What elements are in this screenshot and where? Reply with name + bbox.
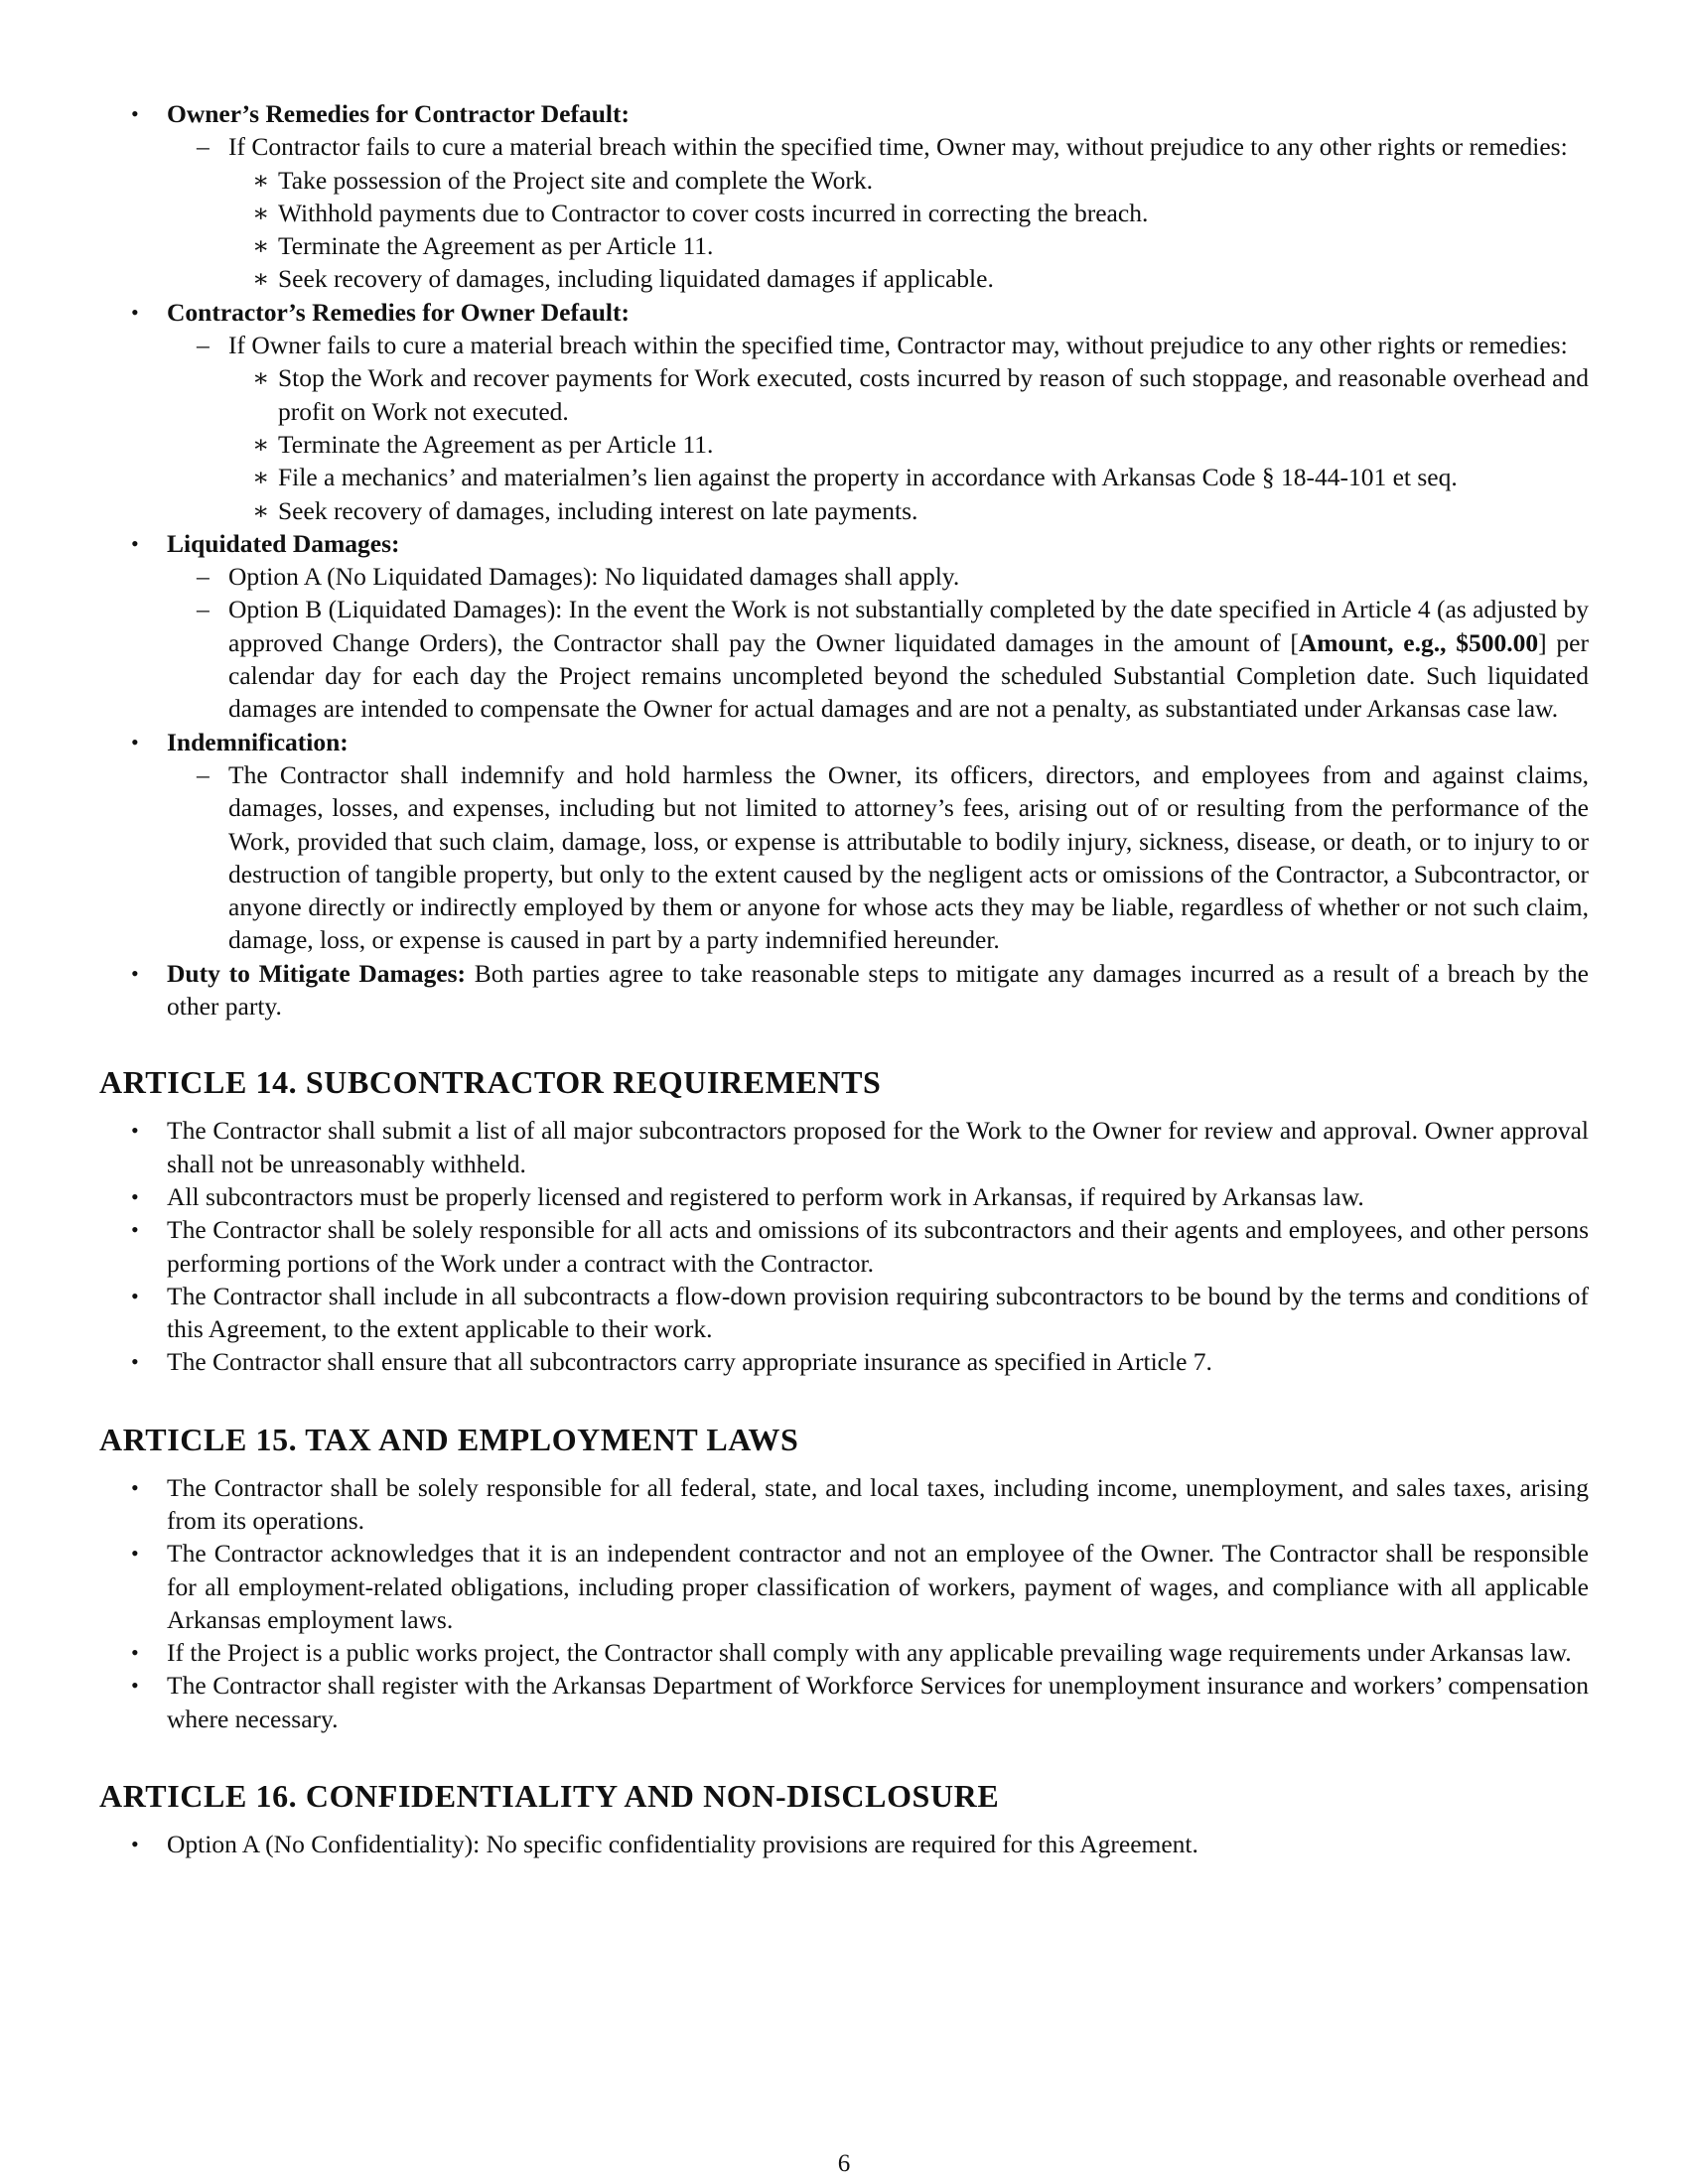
mitigate-item — [99, 957, 1589, 1024]
list-item — [99, 1280, 1589, 1346]
article-14-heading: ARTICLE 14. SUBCONTRACTOR REQUIREMENTS — [99, 1064, 882, 1101]
list-item — [99, 1636, 1589, 1669]
option-b-text-pre: Option B (Liquidated Damages): In the event the Work is not substantially completed by the date specified in Article 4 (as adjusted by approved Change Orders), the Contractor shall pay the Owner liquidated damages in the amount of [ — [228, 595, 1589, 657]
owner-remedies-actions — [228, 164, 1589, 296]
option-b-amount-placeholder: Amount, e.g., $500.00 — [1298, 627, 1539, 657]
list-item-text: The Contractor shall submit a list of all major subcontractors proposed for the Work to the Owner for review and approval. Owner approval shall not be unreasonably withheld. — [167, 1116, 1589, 1178]
article-15-heading: ARTICLE 15. TAX AND EMPLOYMENT LAWS — [99, 1421, 799, 1457]
list-item — [99, 1537, 1589, 1636]
article-15-list — [99, 1471, 1589, 1735]
dash-icon: – — [197, 595, 210, 624]
dash-icon: – — [197, 562, 210, 592]
list-item — [228, 361, 1589, 428]
list-item-text: If the Project is a public works project, the Contractor shall comply with any applicable prevailing wage requirements under Arkansas law. — [167, 1638, 1572, 1668]
owner-remedies-title: Owner’s Remedies for Contractor Default: — [167, 99, 630, 128]
contractor-remedies-sublist — [167, 329, 1589, 527]
list-item — [228, 197, 1589, 229]
dash-icon: – — [197, 759, 210, 789]
dash-icon: – — [197, 132, 210, 162]
indemnification-title: Indemnification: — [167, 727, 349, 756]
list-item — [228, 164, 1589, 197]
bullet-icon: • — [131, 1183, 139, 1209]
asterisk-icon: ∗ — [252, 463, 270, 492]
dash-icon: – — [197, 331, 210, 360]
contractor-remedies-intro-item — [167, 329, 1589, 527]
list-item — [99, 1471, 1589, 1538]
owner-remedies-item — [99, 97, 1589, 296]
article-14-list — [99, 1114, 1589, 1378]
asterisk-icon: ∗ — [252, 363, 270, 393]
list-item — [228, 262, 1589, 295]
bullet-icon: • — [131, 960, 139, 986]
bullet-icon: • — [131, 729, 139, 754]
asterisk-icon: ∗ — [252, 165, 270, 195]
remedies-list — [99, 97, 1589, 1023]
bullet-icon: • — [131, 299, 139, 325]
bullet-icon: • — [131, 530, 139, 556]
list-item-text: Option A (No Confidentiality): No specific confidentiality provisions are required for this Agreement. — [167, 1830, 1198, 1859]
indemnification-text: The Contractor shall indemnify and hold harmless the Owner, its officers, directors, and employees from and against claims, damages, losses, and expenses, including but not limited to attorney’s fees, arising out of or resulting from the performance of the Work, provided that such claim, damage, loss, or expense is attributable to bodily injury, sickness, disease, or death, or to injury to or destruction of tangible property, but only to the extent caused by the negligent acts or omissions of the Contractor, a Subcontractor, or anyone directly or indirectly employed by them or anyone for whose acts they may be liable, regardless of whether or not such claim, damage, loss, or expense is caused in part by a party indemnified hereunder. — [228, 759, 1589, 955]
list-item-text: Withhold payments due to Contractor to cover costs incurred in correcting the breach. — [278, 198, 1149, 227]
list-item — [228, 229, 1589, 262]
list-item-text: Stop the Work and recover payments for Work executed, costs incurred by reason of such stoppage, and reasonable overhead and profit on Work not executed. — [278, 363, 1589, 426]
bullet-icon: • — [131, 1118, 139, 1144]
option-b-item — [167, 593, 1589, 725]
list-item-text: Terminate the Agreement as per Article 11. — [278, 429, 714, 459]
indemnification-text-item — [167, 758, 1589, 957]
list-item — [228, 461, 1589, 493]
list-item-text: The Contractor shall be solely responsible for all federal, state, and local taxes, including income, unemployment, and sales taxes, arising from its operations. — [167, 1472, 1589, 1535]
liquidated-damages-options — [167, 560, 1589, 725]
bullet-icon: • — [131, 101, 139, 126]
list-item-text: Seek recovery of damages, including interest on late payments. — [278, 495, 918, 525]
option-a-text: Option A (No Liquidated Damages): No liquidated damages shall apply. — [228, 562, 960, 592]
list-item — [99, 1828, 1589, 1860]
list-item-text: All subcontractors must be properly licensed and registered to perform work in Arkansas, if required by Arkansas law. — [167, 1181, 1364, 1211]
asterisk-icon: ∗ — [252, 264, 270, 294]
list-item-text: Take possession of the Project site and complete the Work. — [278, 165, 874, 195]
indemnification-item — [99, 726, 1589, 957]
bullet-icon: • — [131, 1541, 139, 1567]
contractor-remedies-item — [99, 296, 1589, 527]
contractor-remedies-intro: If Owner fails to cure a material breach within the specified time, Contractor may, without prejudice to any other rights or remedies: — [228, 331, 1568, 360]
list-item-text: Terminate the Agreement as per Article 11. — [278, 231, 714, 261]
asterisk-icon: ∗ — [252, 198, 270, 227]
list-item — [228, 428, 1589, 461]
asterisk-icon: ∗ — [252, 231, 270, 261]
contractor-remedies-actions — [228, 361, 1589, 526]
page-number: 6 — [837, 2150, 851, 2177]
list-item — [99, 1213, 1589, 1280]
liquidated-damages-item — [99, 527, 1589, 726]
list-item-text: Seek recovery of damages, including liquidated damages if applicable. — [278, 264, 994, 294]
list-item-text: The Contractor shall include in all subcontracts a flow-down provision requiring subcontractors to be bound by the terms and conditions of this Agreement, to the extent applicable to their work. — [167, 1281, 1589, 1344]
indemnification-sublist — [167, 758, 1589, 957]
list-item — [99, 1345, 1589, 1378]
bullet-icon: • — [131, 1283, 139, 1308]
mitigate-text: Both parties agree to take reasonable steps to mitigate any damages incurred as a result of a breach by the other party. — [167, 958, 1589, 1022]
list-item — [99, 1669, 1589, 1735]
option-a-item — [167, 560, 1589, 593]
asterisk-icon: ∗ — [252, 429, 270, 459]
contractor-remedies-title: Contractor’s Remedies for Owner Default: — [167, 297, 630, 327]
bullet-icon: • — [131, 1474, 139, 1500]
list-item — [99, 1114, 1589, 1180]
owner-remedies-sublist — [167, 130, 1589, 295]
list-item — [228, 494, 1589, 527]
page-content — [99, 97, 1589, 1860]
owner-remedies-intro-item — [167, 130, 1589, 295]
owner-remedies-intro: If Contractor fails to cure a material breach within the specified time, Owner may, without prejudice to any other rights or remedies: — [228, 132, 1568, 162]
list-item-text: The Contractor shall be solely responsible for all acts and omissions of its subcontractors and their agents and employees, and other persons performing portions of the Work under a contract with the Contractor. — [167, 1215, 1589, 1278]
list-item-text: The Contractor shall register with the Arkansas Department of Workforce Services for unemployment insurance and workers’ compensation where necessary. — [167, 1671, 1589, 1733]
bullet-icon: • — [131, 1673, 139, 1699]
list-item — [99, 1180, 1589, 1213]
bullet-icon: • — [131, 1640, 139, 1666]
bullet-icon: • — [131, 1832, 139, 1857]
asterisk-icon: ∗ — [252, 495, 270, 525]
list-item-text: The Contractor shall ensure that all subcontractors carry appropriate insurance as specified in Article 7. — [167, 1347, 1212, 1377]
article-16-list — [99, 1828, 1589, 1860]
option-b-text-post: ] per calendar day for each day the Project remains uncompleted beyond the scheduled Substantial Completion date. Such liquidated damages are intended to compensate the Owner for actual damages and are not a penalty, as substantiated under Arkansas case law. — [228, 627, 1589, 724]
liquidated-damages-title: Liquidated Damages: — [167, 528, 400, 558]
list-item-text: The Contractor acknowledges that it is an independent contractor and not an employee of the Owner. The Contractor shall be responsible for all employment-related obligations, including proper classification of workers, payment of wages, and compliance with all applicable Arkansas employment laws. — [167, 1539, 1589, 1634]
mitigate-title: Duty to Mitigate Damages: — [167, 958, 467, 988]
article-16-heading: ARTICLE 16. CONFIDENTIALITY AND NON-DISCLOSURE — [99, 1778, 1000, 1815]
list-item-text: File a mechanics’ and materialmen’s lien against the property in accordance with Arkansas Code § 18-44-101 et seq. — [278, 463, 1458, 492]
bullet-icon: • — [131, 1349, 139, 1375]
bullet-icon: • — [131, 1217, 139, 1243]
